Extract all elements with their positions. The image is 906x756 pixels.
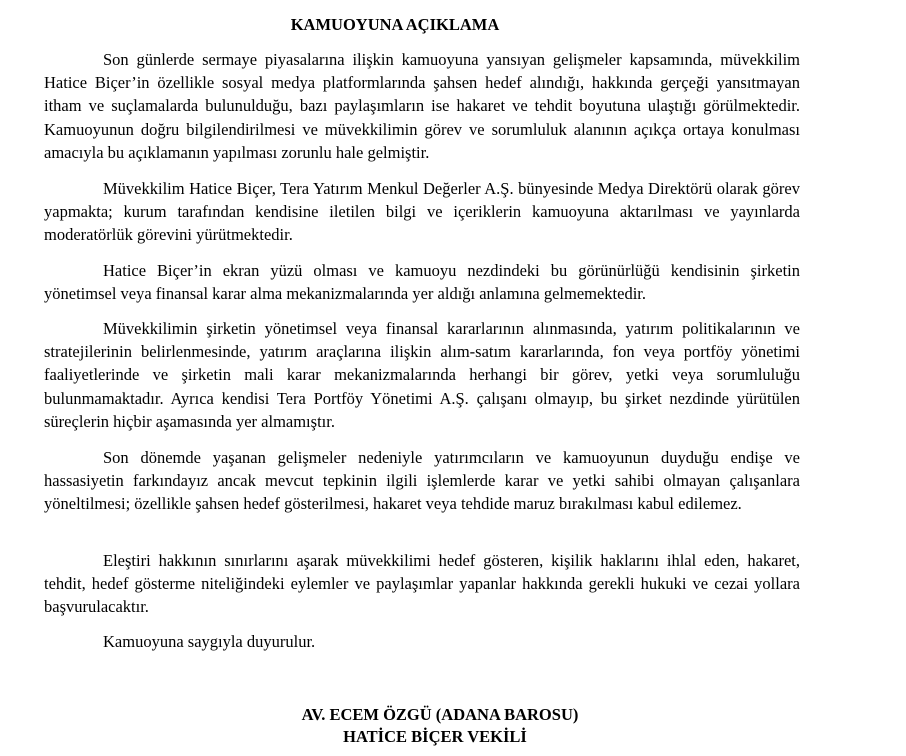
document-title: KAMUOYUNA AÇIKLAMA: [290, 15, 500, 34]
paragraph-6: Eleştiri hakkının sınırlarını aşarak müvekkilimi hedef gösteren, kişilik haklarını ihlal eden, hakaret, tehdit, hedef gösterme niteliğindeki eylemler ve paylaşımlar yapanlar hakkında gerekli hukuki ve cezai yollara başvurulacaktır.: [44, 551, 800, 617]
signature-role: HATİCE BİÇER VEKİLİ: [343, 727, 527, 746]
paragraph-2: Müvekkilim Hatice Biçer, Tera Yatırım Menkul Değerler A.Ş. bünyesinde Medya Direktörü olarak görev yapmakta; kurum tarafından kendisine iletilen bilgi ve içeriklerin kamuoyuna aktarılması ve yayınlarda moderatörlük görevini yürütmektedir.: [44, 179, 800, 245]
signature-lawyer-name: AV. ECEM ÖZGÜ (ADANA BAROSU): [301, 705, 579, 724]
paragraph-3: Hatice Biçer’in ekran yüzü olması ve kamuoyu nezdindeki bu görünürlüğü kendisinin şirketin yönetimsel veya finansal karar alma mekanizmalarında yer aldığı anlamına gelmemektedir.: [44, 261, 800, 304]
signature-block: [0, 704, 880, 748]
paragraph-1: Son günlerde sermaye piyasalarına ilişkin kamuoyuna yansıyan gelişmeler kapsamında, müvekkilim Hatice Biçer’in özellikle sosyal medya platformlarında şahsen hedef alındığı, hakkında gerçeği yansıtmayan itham ve suçlamalarda bulunulduğu, bazı paylaşımların ise hakaret ve tehdit boyutuna ulaştığı görülmektedir. Kamuoyunun doğru bilgilendirilmesi ve müvekkilimin görev ve sorumluluk alanının açıkça ortaya konulması amacıyla bu açıklamanın yapılması zorunlu hale gelmiştir.: [44, 50, 800, 162]
paragraph-4: Müvekkilimin şirketin yönetimsel veya finansal kararlarının alınmasında, yatırım politikalarının ve stratejilerinin belirlenmesinde, yatırım araçlarına ilişkin alım-satım kararlarında, fon veya portföy yönetimi faaliyetlerinde ve şirketin mali karar mekanizmalarında herhangi bir görev, yetki veya sorumluluğu bulunmamaktadır. Ayrıca kendisi Tera Portföy Yönetimi A.Ş. çalışanı olmayıp, bu şirket nezdinde yürütülen süreçlerin hiçbir aşamasında yer almamıştır.: [44, 319, 800, 431]
closing-line: Kamuoyuna saygıyla duyurulur.: [103, 632, 316, 651]
paragraph-5: Son dönemde yaşanan gelişmeler nedeniyle yatırımcıların ve kamuoyunun duyduğu endişe ve hassasiyetin farkındayız ancak mevcut tepkinin ilgili işlemlerde karar ve yetki sahibi olmayan çalışanlara yöneltilmesi; özellikle şahsen hedef gösterilmesi, hakaret veya tehdide maruz bırakılması kabul edilemez.: [44, 448, 800, 514]
